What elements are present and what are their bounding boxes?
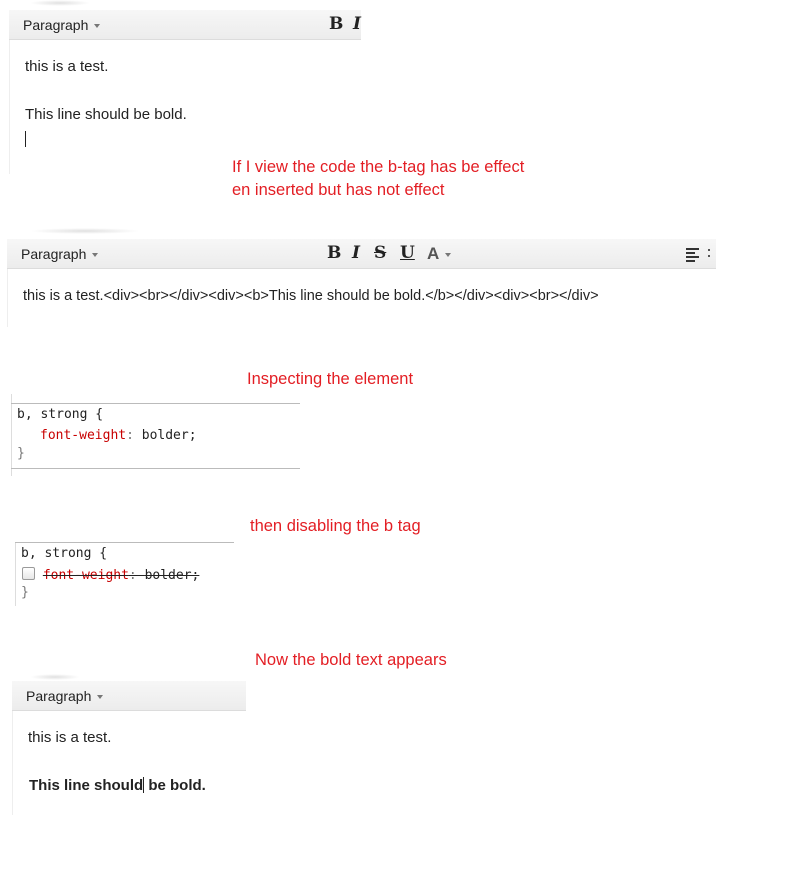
format-dropdown-label: Paragraph <box>26 688 92 704</box>
chevron-down-icon <box>97 695 103 699</box>
align-left-icon[interactable] <box>686 248 699 264</box>
editor-toolbar <box>12 681 246 711</box>
css-close-brace: } <box>21 585 29 600</box>
toolbar-shadow <box>30 0 90 6</box>
divider <box>15 542 234 543</box>
more-icon[interactable] <box>708 249 710 251</box>
underline-button[interactable]: U <box>400 243 415 263</box>
chevron-down-icon <box>445 253 451 257</box>
italic-button[interactable]: I <box>352 243 360 263</box>
format-dropdown-label: Paragraph <box>21 246 87 262</box>
divider <box>11 468 300 469</box>
css-selector: b, strong { <box>17 407 104 422</box>
chevron-down-icon <box>92 253 98 257</box>
format-dropdown[interactable] <box>21 246 98 262</box>
annotation-note-2: Inspecting the element <box>247 370 414 388</box>
bold-text-part-2: be bold. <box>144 777 206 794</box>
css-property: font-weight <box>40 428 127 443</box>
strikethrough-button[interactable]: S <box>374 243 387 263</box>
font-color-label: A <box>427 244 440 263</box>
html-source: this is a test.<div><br></div><div><b>This line should be bold.</b></div><div><br></div> <box>23 288 599 304</box>
italic-button[interactable]: I <box>353 14 361 34</box>
css-selector: b, strong { <box>21 546 108 561</box>
css-property: font-weight <box>42 568 129 583</box>
annotation-note-4: Now the bold text appears <box>255 651 447 669</box>
editor-line-1: this is a test. <box>25 58 109 75</box>
format-dropdown-label: Paragraph <box>23 17 89 33</box>
divider <box>11 403 300 404</box>
chevron-down-icon <box>94 24 100 28</box>
font-color-button[interactable] <box>427 244 451 264</box>
toolbar-shadow <box>30 674 80 680</box>
editor-line-1: this is a test. <box>28 729 112 746</box>
editor-content[interactable] <box>12 711 247 815</box>
annotation-note-3: then disabling the b tag <box>250 517 421 535</box>
css-close-brace: } <box>17 446 25 461</box>
format-dropdown[interactable] <box>26 688 103 704</box>
more-icon-dot <box>708 255 710 257</box>
text-cursor <box>25 131 26 147</box>
editor-content[interactable] <box>9 40 362 174</box>
toolbar-shadow <box>30 228 140 234</box>
code-view[interactable] <box>7 269 717 327</box>
css-value: bolder; <box>144 568 200 583</box>
styles-pane <box>11 394 300 476</box>
bold-button[interactable]: B <box>327 243 342 263</box>
css-value: bolder; <box>141 428 197 443</box>
styles-pane <box>15 542 234 606</box>
annotation-note-1b: en inserted but has not effect <box>232 181 445 199</box>
annotation-note-1a: If I view the code the b-tag has be effect <box>232 158 525 176</box>
property-checkbox[interactable] <box>22 567 35 580</box>
editor-line-2: This line should be bold. <box>25 106 187 123</box>
editor-toolbar <box>7 239 716 269</box>
bold-button[interactable]: B <box>329 14 344 34</box>
format-dropdown[interactable] <box>23 17 100 33</box>
css-declaration[interactable]: font-weight: bolder; <box>40 428 197 443</box>
bold-text-part-1: This line should <box>29 777 144 794</box>
editor-line-2-bold <box>29 777 206 794</box>
editor-toolbar <box>9 10 361 40</box>
css-declaration[interactable]: font-weight: bolder; <box>22 567 199 583</box>
